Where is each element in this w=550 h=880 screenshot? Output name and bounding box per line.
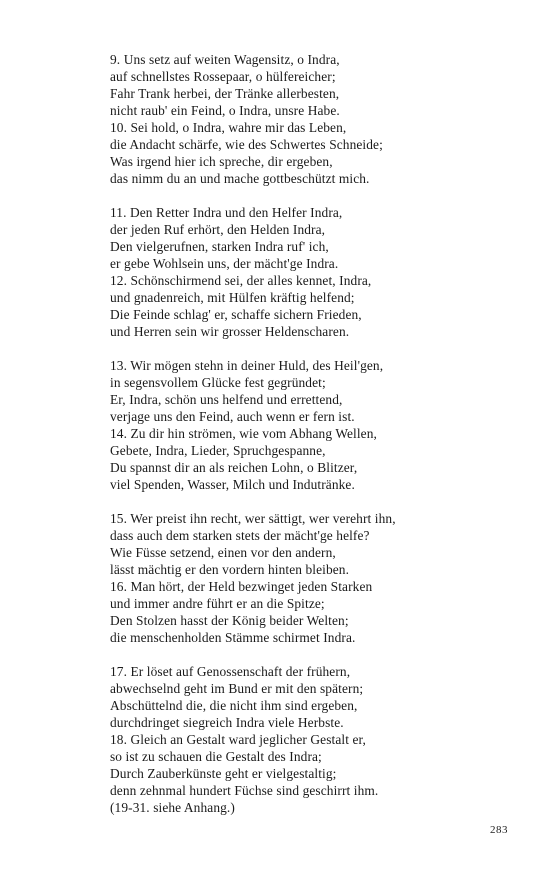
poem-line: 10. Sei hold, o Indra, wahre mir das Leben,	[110, 120, 347, 135]
poem-line: so ist zu schauen die Gestalt des Indra;	[110, 749, 322, 764]
poem-text	[110, 51, 530, 833]
poem-line: 9. Uns setz auf weiten Wagensitz, o Indra,	[110, 52, 340, 67]
page-number: 283	[490, 824, 508, 836]
poem-line: Was irgend hier ich spreche, dir ergeben,	[110, 154, 333, 169]
poem-line: Die Feinde schlag' er, schaffe sichern Frieden,	[110, 307, 362, 322]
poem-line: lässt mächtig er den vordern hinten bleiben.	[110, 562, 350, 577]
poem-line: dass auch dem starken stets der mächt'ge helfe?	[110, 528, 370, 543]
poem-line: abwechselnd geht im Bund er mit den spätern;	[110, 681, 364, 696]
stanza-1	[110, 51, 530, 187]
poem-line: Den vielgerufnen, starken Indra ruf' ich,	[110, 239, 329, 254]
poem-line: Den Stolzen hasst der König beider Welten;	[110, 613, 349, 628]
poem-line: 15. Wer preist ihn recht, wer sättigt, wer verehrt ihn,	[110, 511, 396, 526]
poem-line: denn zehnmal hundert Füchse sind geschirrt ihm.	[110, 783, 379, 798]
poem-line: in segensvollem Glücke fest gegründet;	[110, 375, 326, 390]
poem-line: 16. Man hört, der Held bezwinget jeden Starken	[110, 579, 373, 594]
stanza-4	[110, 510, 530, 646]
poem-line: 18. Gleich an Gestalt ward jeglicher Gestalt er,	[110, 732, 366, 747]
stanza-2	[110, 204, 530, 340]
poem-line: Durch Zauberkünste geht er vielgestaltig;	[110, 766, 337, 781]
poem-line: die Andacht schärfe, wie des Schwertes Schneide;	[110, 137, 383, 152]
poem-line: Wie Füsse setzend, einen vor den andern,	[110, 545, 336, 560]
poem-line: Fahr Trank herbei, der Tränke allerbesten,	[110, 86, 340, 101]
stanza-5	[110, 663, 530, 816]
stanza-3	[110, 357, 530, 493]
poem-line: und Herren sein wir grosser Heldenscharen.	[110, 324, 350, 339]
poem-line: 11. Den Retter Indra und den Helfer Indra,	[110, 205, 343, 220]
poem-line: Er, Indra, schön uns helfend und errettend,	[110, 392, 343, 407]
poem-line: und immer andre führt er an die Spitze;	[110, 596, 325, 611]
poem-line: das nimm du an und mache gottbeschützt mich.	[110, 171, 370, 186]
poem-line: verjage uns den Feind, auch wenn er fern ist.	[110, 409, 355, 424]
poem-line: Gebete, Indra, Lieder, Spruchgespanne,	[110, 443, 326, 458]
poem-line: die menschenholden Stämme schirmet Indra.	[110, 630, 356, 645]
poem-line: 12. Schönschirmend sei, der alles kennet, Indra,	[110, 273, 372, 288]
poem-line: er gebe Wohlsein uns, der mächt'ge Indra.	[110, 256, 339, 271]
appendix-note: (19-31. siehe Anhang.)	[110, 800, 235, 815]
poem-line: Abschüttelnd die, die nicht ihm sind ergeben,	[110, 698, 358, 713]
poem-line: viel Spenden, Wasser, Milch und Indutränke.	[110, 477, 355, 492]
poem-line: auf schnellstes Rossepaar, o hülfereicher;	[110, 69, 336, 84]
poem-line: 13. Wir mögen stehn in deiner Huld, des Heil'gen,	[110, 358, 384, 373]
poem-line: durchdringet siegreich Indra viele Herbste.	[110, 715, 344, 730]
poem-line: der jeden Ruf erhört, den Helden Indra,	[110, 222, 326, 237]
poem-line: 14. Zu dir hin strömen, wie vom Abhang Wellen,	[110, 426, 377, 441]
poem-line: und gnadenreich, mit Hülfen kräftig helfend;	[110, 290, 355, 305]
poem-line: Du spannst dir an als reichen Lohn, o Blitzer,	[110, 460, 358, 475]
poem-line: nicht raub' ein Feind, o Indra, unsre Habe.	[110, 103, 340, 118]
poem-line: 17. Er löset auf Genossenschaft der frühern,	[110, 664, 351, 679]
